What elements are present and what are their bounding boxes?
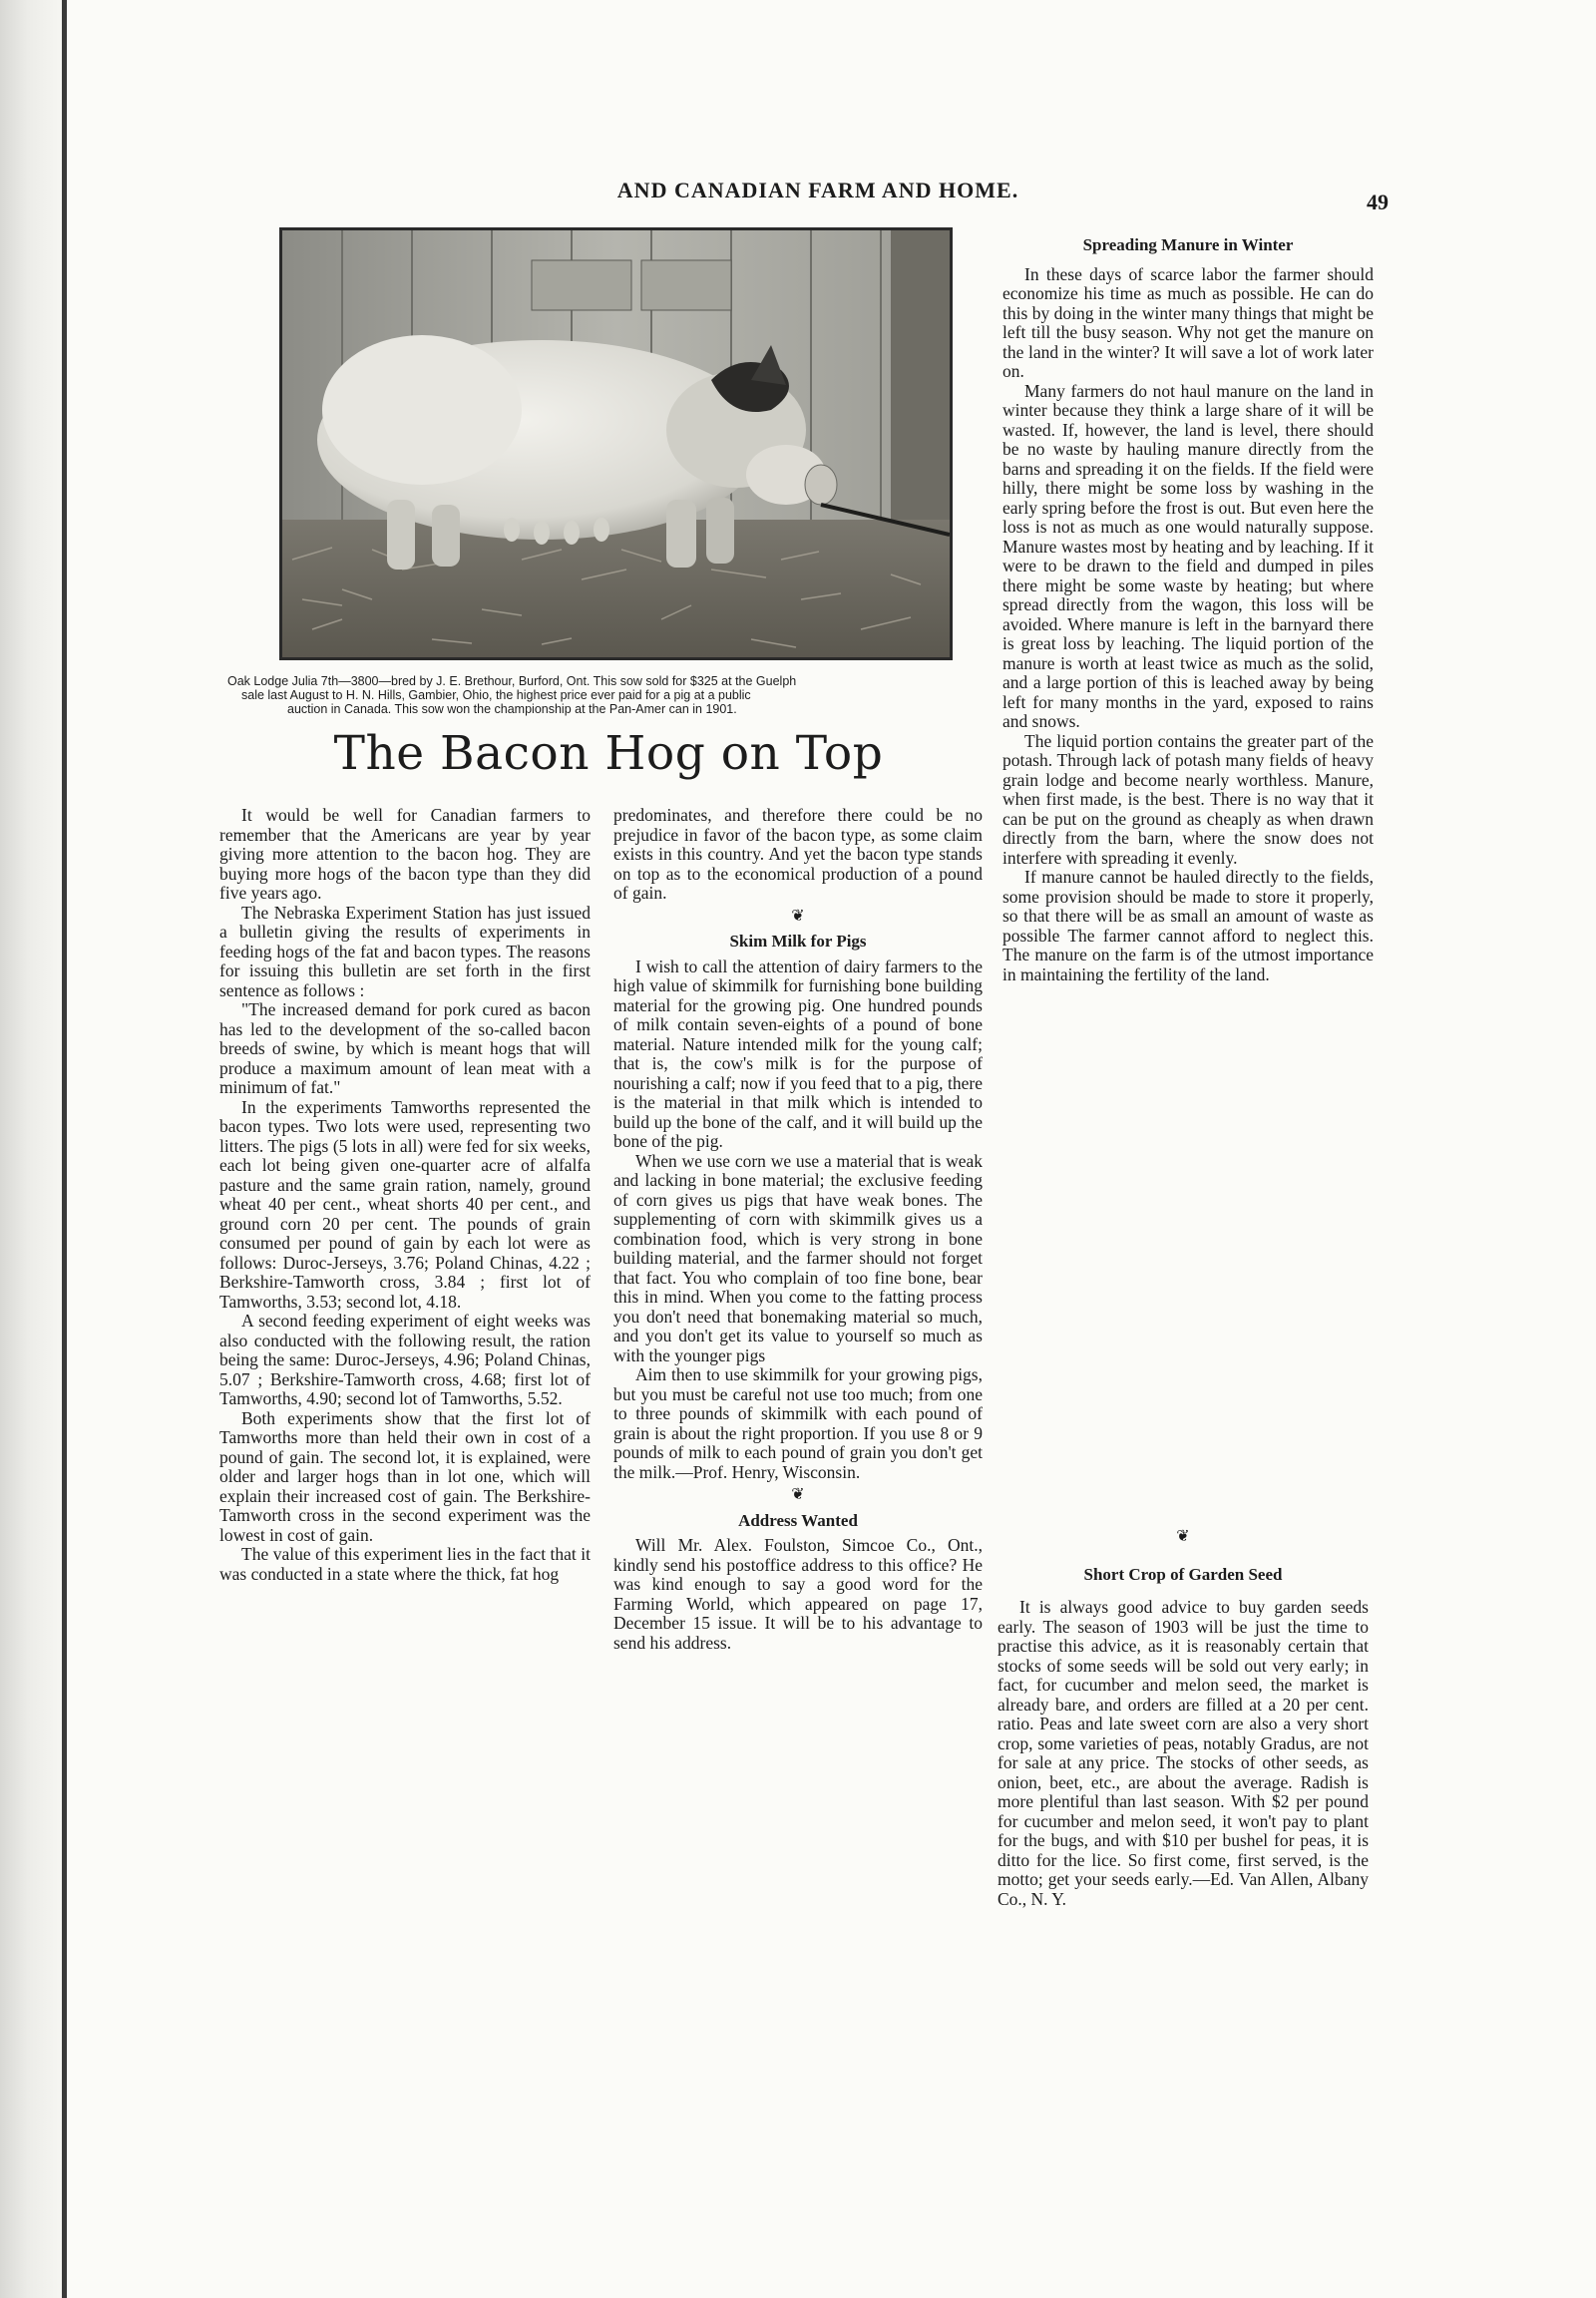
section-title-garden-seed: Short Crop of Garden Seed (1083, 1564, 1283, 1584)
paragraph: If manure cannot be hauled directly to the fields, some provision should be made to store it properly, so that there will be as small an amount of waste as possible The farmer cannot afford to neglect this. The manure on the farm is of the utmost importance in maintaining the fertility of the land. (1002, 867, 1374, 984)
paragraph: Aim then to use skimmilk for your growing pigs, but you must be careful not use too much; from one to three pounds of skimmilk with each pound of grain is about the right proportion. If you use 8 or 9 pounds of milk to each pound of grain you don't get the milk.—Prof. Henry, Wisconsin. (613, 1364, 983, 1482)
page-binding-shadow (0, 0, 62, 2298)
article-column-3 (1002, 235, 1374, 984)
paragraph: Both experiments show that the first lot of Tamworths more than held their own in cost of a pound of gain. The second lot, it is explained, were older and larger hogs than in lot one, which will explain their increased cost of gain. The Berkshire-Tamworth cross in the second experiment was the lowest in cost of gain. (219, 1407, 591, 1545)
article-column-1 (219, 806, 591, 1584)
sow-photograph (279, 227, 953, 660)
photo-caption (227, 674, 986, 716)
paragraph: I wish to call the attention of dairy farmers to the high value of skimmilk for furnishing bone building material for the growing pig. One hundred pounds of milk contain seven-eights of a pound of bone material. Nature intended milk for the young calf; that is, the cow's milk is for the purpose of nourishing a calf; now if you feed that to a pig, there is the material in that milk which is intended to build up the bone of the calf, and it will build up the bone of the pig. (613, 956, 983, 1151)
sow-illustration (282, 230, 950, 657)
article-headline: The Bacon Hog on Top (333, 726, 884, 781)
article-column-3-lower (998, 1524, 1369, 1909)
caption-line: sale last August to H. N. Hills, Gambier, Ohio, the highest price ever paid for a pig at a public (241, 688, 751, 702)
paragraph-continued: predominates, and therefore there could be no prejudice in favor of the bacon type, as some claim exists in this country. And yet the bacon type stands on top as to the economical production of a pound of gain. (613, 805, 983, 903)
ornament-fleuron: ❦ (791, 1486, 805, 1503)
section-title-manure: Spreading Manure in Winter (1082, 235, 1294, 254)
paragraph: The Nebraska Experiment Station has just issued a bulletin giving the results of experiments in feeding hogs of the fat and bacon types. The reasons for issuing this bulletin are set forth in the first sentence as follows : (219, 902, 591, 1000)
paragraph: It is always good advice to buy garden seeds early. The season of 1903 will be just the time to practise this advice, as it is reasonably certain that stocks of some seeds will be sold out very early; in fact, for cucumber and melon seed, the market is already bare, and orders are filled at a 20 per cent. ratio. Peas and late sweet corn are also a very short crop, some varieties of peas, notably Gradus, are not for sale at any price. The stocks of other seeds, as onion, beet, etc., are about the average. Radish is more plentiful than last season. With $2 per pound for cucumber and melon seed, it won't pay to plant for the bugs, and with $10 per bushel for peas, it is ditto for the lice. So first come, first served, is the motto; get your seeds early.—Ed. Van Allen, Albany Co., N. Y. (998, 1597, 1369, 1909)
paragraph: Will Mr. Alex. Foulston, Simcoe Co., Ont., kindly send his postoffice address to this office? He was kind enough to say a good word for the Farming World, which appeared on page 17, December 15 issue. It will be to his advantage to send his address. (613, 1535, 983, 1653)
paragraph: When we use corn we use a material that is weak and lacking in bone material; the exclusive feeding of corn gives us pigs that have weak bones. The supplementing of corn with skimmilk gives us a combination food, which is very strong in bone building material, and the farmer should not forget that fact. You who complain of too fine bone, bear this in mind. When you come to the fatting process you don't need that bonemaking material so much, and you don't get its value to yourself so much as with the younger pigs (613, 1150, 983, 1365)
paragraph: Many farmers do not haul manure on the land in winter because they think a large share of it will be wasted. If, however, the land is level, there should be no waste by hauling manure directly from the barns and spreading it on the fields. If the field were hilly, there might be some loss by washing in the early spring before the frost is out. But even here the loss is not as much as one would naturally suppose. Manure wastes most by heating and by leaching. If it were to be drawn to the field and dumped in piles there might be some waste by heating; but where spread directly from the wagon, this loss will be avoided. Where manure is left in the barnyard there is great loss by leaching. The liquid portion of the manure is worth at least twice as much as the solid, and a large portion of this is leached away by being left for many months in the yard, exposed to rains and snows. (1002, 380, 1374, 731)
section-title-address: Address Wanted (738, 1510, 858, 1530)
ornament-fleuron: ❦ (791, 907, 805, 925)
ornament-fleuron: ❦ (1176, 1528, 1190, 1545)
paragraph: The value of this experiment lies in the fact that it was conducted in a state where the thick, fat hog (219, 1544, 591, 1584)
page-number: 49 (1367, 190, 1389, 214)
paragraph: It would be well for Canadian farmers to remember that the Americans are year by year giving more attention to the bacon hog. They are buying more hogs of the bacon type than they did five years ago. (219, 805, 591, 903)
caption-line: Oak Lodge Julia 7th—3800—bred by J. E. Brethour, Burford, Ont. This sow sold for $325 at the Guelph (227, 674, 797, 688)
caption-line: auction in Canada. This sow won the championship at the Pan-Amer can in 1901. (287, 702, 737, 716)
paragraph: "The increased demand for pork cured as bacon has led to the development of the so-called bacon breeds of swine, by which is meant hogs that will produce a maximum amount of lean meat with a minimum of fat." (219, 999, 591, 1097)
paragraph: The liquid portion contains the greater part of the potash. Through lack of potash many fields of heavy grain lodge and become nearly worthless. Manure, when first made, is the best. There is no way that it can be put on the ground as cheaply as when drawn directly from the barn, where the snow does not interfere with spreading it evenly. (1002, 730, 1374, 868)
running-header: AND CANADIAN FARM AND HOME. (616, 178, 1019, 202)
paragraph: In the experiments Tamworths represented the bacon types. Two lots were used, representing two litters. The pigs (5 lots in all) were fed for six weeks, each lot being given one-quarter acre of alfalfa pasture and the same grain ration, namely, ground wheat 40 per cent., wheat shorts 40 per cent., and ground corn 20 per cent. The pounds of grain consumed per pound of gain by each lot were as follows: Duroc-Jerseys, 3.76; Poland Chinas, 4.22 ; Berkshire-Tamworth cross, 3.84 ; first lot of Tamworths, 3.53; second lot, 4.18. (219, 1096, 591, 1312)
section-title-skim-milk: Skim Milk for Pigs (729, 932, 867, 951)
article-column-2 (613, 806, 983, 1653)
paragraph: A second feeding experiment of eight weeks was also conducted with the following result, the ration being the same: Duroc-Jerseys, 4.96; Poland Chinas, 5.07 ; Berkshire-Tamworth cross, 4.68; first lot of Tamworths, 4.90; second lot of Tamworths, 5.52. (219, 1311, 591, 1408)
paragraph: In these days of scarce labor the farmer should economize his time as much as possible. He can do this by doing in the winter many things that might be left till the busy season. Why not get the manure on the land in the winter? It will save a lot of work later on. (1002, 263, 1374, 381)
